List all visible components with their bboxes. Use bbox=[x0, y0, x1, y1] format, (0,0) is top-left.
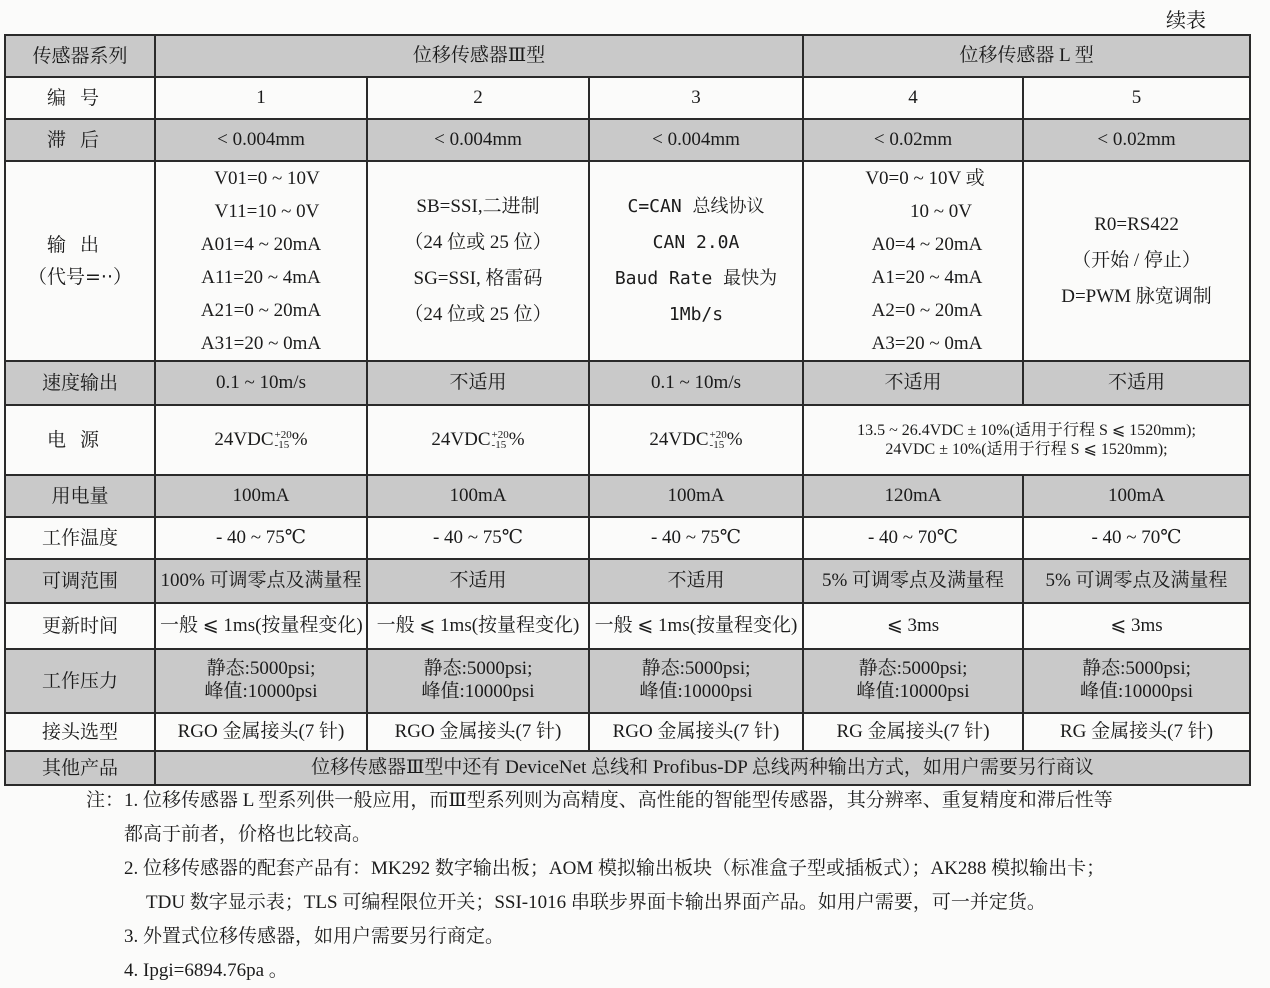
output-line: （24 位或 25 位） bbox=[404, 304, 552, 325]
connector-cell: RGO 金属接头(7 针) bbox=[589, 713, 803, 751]
output-cell-1 bbox=[155, 161, 367, 361]
number-label: 编号 bbox=[5, 77, 155, 119]
consumption-cell: 100mA bbox=[589, 475, 803, 517]
pressure-static: 静态:5000psi; bbox=[641, 658, 751, 680]
row-power bbox=[5, 405, 1250, 475]
note-2-cont: TDU 数字显示表；TLS 可编程限位开关；SSI-1016 串联步界面卡输出界面产品。如用户需要，可一并定货。 bbox=[146, 892, 1046, 913]
number-cell: 5 bbox=[1023, 77, 1250, 119]
pressure-peak: 峰值:10000psi bbox=[421, 681, 535, 702]
power-tolerance: +20 -15 bbox=[274, 429, 292, 452]
power-base: 24VDC bbox=[649, 428, 709, 450]
output-line: A1=20 ~ 4mA bbox=[871, 267, 983, 288]
pressure-cell bbox=[367, 649, 589, 713]
hysteresis-cell: < 0.004mm bbox=[589, 119, 803, 161]
output-label bbox=[5, 161, 155, 361]
adjust-cell: 5% 可调零点及满量程 bbox=[1023, 559, 1250, 603]
note-2: 2. 位移传感器的配套产品有：MK292 数字输出板；AOM 模拟输出板块（标准盒子型或插板式）；AK288 模拟输出卡； bbox=[124, 858, 1106, 879]
temperature-label: 工作温度 bbox=[5, 517, 155, 559]
output-cell-3 bbox=[589, 161, 803, 361]
power-cell bbox=[367, 405, 589, 475]
hysteresis-cell: < 0.004mm bbox=[155, 119, 367, 161]
update-label: 更新时间 bbox=[5, 603, 155, 649]
note-1-cont: 都高于前者，价格也比较高。 bbox=[124, 824, 372, 845]
output-line: R0=RS422 bbox=[1094, 214, 1179, 235]
output-line: （开始 / 停止） bbox=[1072, 250, 1201, 271]
notes bbox=[86, 784, 1113, 988]
connector-cell: RG 金属接头(7 针) bbox=[803, 713, 1023, 751]
speed-cell: 0.1 ~ 10m/s bbox=[589, 361, 803, 405]
output-line: V01=0 ~ 10V bbox=[214, 168, 320, 189]
number-cell: 3 bbox=[589, 77, 803, 119]
connector-cell: RG 金属接头(7 针) bbox=[1023, 713, 1250, 751]
power-unit: % bbox=[726, 428, 743, 450]
temperature-cell: - 40 ~ 75℃ bbox=[367, 517, 589, 559]
update-cell: 一般 ⩽ 1ms(按量程变化) bbox=[589, 603, 803, 649]
note-1: 注：1. 位移传感器 L 型系列供一般应用，而Ⅲ型系列则为高精度、高性能的智能型传感器，其分辨率、重复精度和滞后性等 bbox=[86, 790, 1113, 811]
output-cell-5 bbox=[1023, 161, 1250, 361]
power-base: 24VDC bbox=[431, 428, 491, 450]
number-cell: 1 bbox=[155, 77, 367, 119]
row-output bbox=[5, 161, 1250, 361]
power-l-line: 24VDC ± 10%(适用于行程 S ⩽ 1520mm); bbox=[885, 441, 1168, 458]
note-4: 4. Ipgi=6894.76pa 。 bbox=[124, 960, 288, 981]
pressure-cell bbox=[589, 649, 803, 713]
output-line: Baud Rate 最快为 bbox=[614, 268, 778, 289]
power-base: 24VDC bbox=[214, 428, 274, 450]
adjust-cell: 不适用 bbox=[589, 559, 803, 603]
hysteresis-label: 滞后 bbox=[5, 119, 155, 161]
row-number bbox=[5, 77, 1250, 119]
pressure-peak: 峰值:10000psi bbox=[1080, 681, 1193, 702]
row-update bbox=[5, 603, 1250, 649]
consumption-label: 用电量 bbox=[5, 475, 155, 517]
row-adjust bbox=[5, 559, 1250, 603]
output-line: D=PWM 脉宽调制 bbox=[1061, 286, 1212, 307]
pressure-cell bbox=[1023, 649, 1250, 713]
speed-cell: 不适用 bbox=[1023, 361, 1250, 405]
continued-label: 续表 bbox=[1166, 10, 1206, 32]
spec-table bbox=[4, 34, 1251, 786]
row-consumption bbox=[5, 475, 1250, 517]
output-line: A01=4 ~ 20mA bbox=[200, 234, 322, 255]
series-iii-header: 位移传感器Ⅲ型 bbox=[155, 35, 803, 77]
temperature-cell: - 40 ~ 75℃ bbox=[589, 517, 803, 559]
power-cell bbox=[589, 405, 803, 475]
pressure-cell bbox=[803, 649, 1023, 713]
row-hysteresis bbox=[5, 119, 1250, 161]
other-text: 位移传感器Ⅲ型中还有 DeviceNet 总线和 Profibus-DP 总线两种输出方式，如用户需要另行商议 bbox=[155, 751, 1250, 785]
output-line: A21=0 ~ 20mA bbox=[200, 300, 322, 321]
row-pressure bbox=[5, 649, 1250, 713]
output-line: SB=SSI,二进制 bbox=[416, 196, 540, 217]
consumption-cell: 100mA bbox=[1023, 475, 1250, 517]
consumption-cell: 120mA bbox=[803, 475, 1023, 517]
row-other bbox=[5, 751, 1250, 785]
speed-cell: 不适用 bbox=[803, 361, 1023, 405]
speed-label: 速度输出 bbox=[5, 361, 155, 405]
output-line: A0=4 ~ 20mA bbox=[871, 234, 983, 255]
number-cell: 4 bbox=[803, 77, 1023, 119]
output-line: 10 ~ 0V bbox=[910, 201, 973, 222]
adjust-cell: 100% 可调零点及满量程 bbox=[155, 559, 367, 603]
power-cell-l bbox=[803, 405, 1250, 475]
pressure-static: 静态:5000psi; bbox=[423, 658, 533, 680]
row-temperature bbox=[5, 517, 1250, 559]
output-cell-2 bbox=[367, 161, 589, 361]
power-l-line: 13.5 ~ 26.4VDC ± 10%(适用于行程 S ⩽ 1520mm); bbox=[857, 421, 1196, 439]
connector-cell: RGO 金属接头(7 针) bbox=[155, 713, 367, 751]
output-line: 1Mb/s bbox=[668, 304, 724, 325]
output-label-main: 输出 bbox=[46, 234, 113, 256]
update-cell: ⩽ 3ms bbox=[1023, 603, 1250, 649]
consumption-cell: 100mA bbox=[155, 475, 367, 517]
output-line: V11=10 ~ 0V bbox=[214, 201, 320, 222]
update-cell: 一般 ⩽ 1ms(按量程变化) bbox=[367, 603, 589, 649]
adjust-cell: 不适用 bbox=[367, 559, 589, 603]
pressure-cell bbox=[155, 649, 367, 713]
power-unit: % bbox=[508, 428, 525, 450]
pressure-static: 静态:5000psi; bbox=[206, 658, 316, 680]
power-tolerance: +20 -15 bbox=[491, 429, 509, 452]
power-label: 电源 bbox=[5, 405, 155, 475]
output-label-sub: （代号=··） bbox=[28, 266, 132, 288]
hysteresis-cell: < 0.004mm bbox=[367, 119, 589, 161]
row-speed bbox=[5, 361, 1250, 405]
pressure-peak: 峰值:10000psi bbox=[639, 681, 753, 702]
temperature-cell: - 40 ~ 70℃ bbox=[1023, 517, 1250, 559]
speed-cell: 0.1 ~ 10m/s bbox=[155, 361, 367, 405]
connector-label: 接头选型 bbox=[5, 713, 155, 751]
output-line: （24 位或 25 位） bbox=[404, 232, 552, 253]
output-line: V0=0 ~ 10V 或 bbox=[865, 168, 985, 189]
pressure-peak: 峰值:10000psi bbox=[204, 681, 318, 702]
output-line: A3=20 ~ 0mA bbox=[871, 333, 983, 354]
temperature-cell: - 40 ~ 70℃ bbox=[803, 517, 1023, 559]
row-series bbox=[5, 35, 1250, 77]
pressure-label: 工作压力 bbox=[5, 649, 155, 713]
pressure-static: 静态:5000psi; bbox=[858, 658, 968, 680]
power-cell bbox=[155, 405, 367, 475]
output-line: SG=SSI, 格雷码 bbox=[413, 268, 543, 289]
pressure-peak: 峰值:10000psi bbox=[856, 681, 970, 702]
hysteresis-cell: < 0.02mm bbox=[803, 119, 1023, 161]
power-tolerance: +20 -15 bbox=[709, 429, 727, 452]
temperature-cell: - 40 ~ 75℃ bbox=[155, 517, 367, 559]
connector-cell: RGO 金属接头(7 针) bbox=[367, 713, 589, 751]
other-label: 其他产品 bbox=[5, 751, 155, 785]
note-3: 3. 外置式位移传感器，如用户需要另行商定。 bbox=[124, 926, 505, 947]
output-line: A2=0 ~ 20mA bbox=[871, 300, 983, 321]
pressure-static: 静态:5000psi; bbox=[1082, 658, 1191, 680]
hysteresis-cell: < 0.02mm bbox=[1023, 119, 1250, 161]
speed-cell: 不适用 bbox=[367, 361, 589, 405]
update-cell: ⩽ 3ms bbox=[803, 603, 1023, 649]
output-cell-4 bbox=[803, 161, 1023, 361]
consumption-cell: 100mA bbox=[367, 475, 589, 517]
power-unit: % bbox=[291, 428, 308, 450]
output-line: A11=20 ~ 4mA bbox=[201, 267, 321, 288]
row-connector bbox=[5, 713, 1250, 751]
update-cell: 一般 ⩽ 1ms(按量程变化) bbox=[155, 603, 367, 649]
output-line: CAN 2.0A bbox=[652, 232, 740, 253]
adjust-label: 可调范围 bbox=[5, 559, 155, 603]
output-line: C=CAN 总线协议 bbox=[627, 196, 765, 217]
number-cell: 2 bbox=[367, 77, 589, 119]
adjust-cell: 5% 可调零点及满量程 bbox=[803, 559, 1023, 603]
series-l-header: 位移传感器 L 型 bbox=[803, 35, 1250, 77]
series-label: 传感器系列 bbox=[5, 35, 155, 77]
output-line: A31=20 ~ 0mA bbox=[200, 333, 322, 354]
